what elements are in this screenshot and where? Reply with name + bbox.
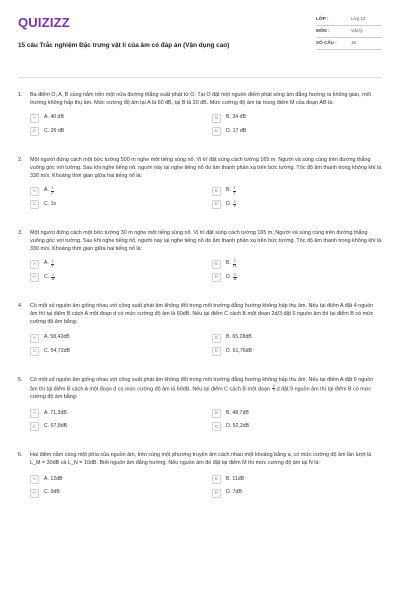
option-letter-box: D: [212, 347, 221, 356]
option-letter-box: A: [30, 260, 39, 269]
option-text: D. 61,76dB: [226, 347, 252, 354]
answer-options: [30, 186, 382, 211]
option-letter-box: A: [30, 475, 39, 484]
fraction-numerator: 1: [52, 272, 54, 277]
answer-option-d[interactable]: [212, 126, 382, 137]
option-letter-box: C: [30, 489, 39, 498]
option-letter-box: C: [30, 422, 39, 431]
option-text: B. 11dB: [226, 475, 245, 482]
answer-option-c[interactable]: [30, 126, 200, 137]
meta-row-count: [316, 38, 382, 50]
option-text: A. 12dB: [44, 475, 63, 482]
option-letter-box: B: [212, 409, 221, 418]
option-letter-box: A: [30, 334, 39, 343]
answer-option-d[interactable]: [212, 488, 382, 499]
answer-option-b[interactable]: [212, 186, 382, 197]
answer-option-a[interactable]: [30, 333, 200, 344]
option-text: D.: [226, 273, 232, 280]
answer-option-c[interactable]: [30, 421, 200, 432]
option-text: C. 26 dB: [44, 127, 65, 134]
answer-option-d[interactable]: [212, 199, 382, 210]
answer-option-b[interactable]: [212, 333, 382, 344]
answer-option-b[interactable]: [212, 259, 382, 270]
option-text: D. 17 dB: [226, 127, 247, 134]
option-fraction: [51, 274, 55, 282]
question-text-main: Có một số nguồn âm giống nhau với công suất phát âm không đổi trong môi trường đẳng hướng không hấp thụ âm. Nếu tại điểm A đặt 6 nguồn âm thì tại điểm B cách A một đoạn d có mức cường độ âm là 60dB. Nếu tại điểm C cách B một đoạn: [30, 377, 374, 393]
option-text: A. 58,42dB: [44, 334, 70, 341]
answer-options: [30, 474, 382, 499]
fraction-denominator: 4: [51, 263, 54, 268]
option-letter-box: C: [30, 127, 39, 136]
answer-option-d[interactable]: [212, 421, 382, 432]
answer-option-a[interactable]: [30, 259, 200, 270]
question-number: 2.: [18, 157, 23, 164]
question-6: [18, 452, 382, 498]
question-number: 6.: [18, 452, 23, 459]
option-letter-box: C: [30, 347, 39, 356]
question-number: 1.: [18, 92, 23, 98]
fraction-numerator: 2: [233, 199, 236, 204]
fraction-numerator: 1: [233, 186, 236, 191]
header: [18, 10, 382, 58]
question-text: [30, 377, 382, 402]
option-fraction: [51, 187, 54, 195]
question-text-main: Một người đứng cách một bức tường 500 m nghe một tiếng súng nổ. Vị trí đặt súng cách tường 165 m. Người và súng cùng trên đường thẳng vuông góc với tường. Sau khi nghe tiếng nổ, người này lại nghe tiếng nổ do âm thanh phản xạ trên bức tường. Tốc độ âm thanh trong không khí là 330 m/s. Khoảng thời gian giữa hai tiếng nổ là:: [30, 157, 382, 179]
option-fraction: [233, 274, 237, 282]
question-text: [30, 303, 382, 326]
option-text: D. 52,2dB: [226, 423, 250, 430]
option-fraction: [233, 260, 237, 268]
answer-option-a[interactable]: [30, 474, 200, 485]
option-letter-box: A: [30, 187, 39, 196]
question-number: 4.: [18, 303, 23, 310]
option-fraction: [233, 201, 236, 209]
answer-option-c[interactable]: [30, 272, 200, 283]
option-text: C.: [44, 273, 50, 280]
answer-option-a[interactable]: [30, 408, 200, 419]
option-letter-box: C: [30, 200, 39, 209]
fraction-numerator: 2: [234, 272, 236, 277]
answer-options: [30, 113, 382, 138]
question-text-main: Hai điểm nằm cùng một phía của nguồn âm, trên cùng một phương truyền âm cách nhau một khoảng bằng a, có mức cường độ âm lần lượt là L_M = 30dB và L_N = 10dB. Biết nguồn âm đẳng hướng. Nếu nguồn âm đó đặt tại điểm M thì mức cường độ âm tại N là:: [30, 452, 372, 467]
question-4: [18, 303, 382, 357]
meta-key: LỚP :: [316, 16, 329, 22]
fraction-denominator: 11: [233, 277, 237, 282]
answer-option-c[interactable]: [30, 199, 200, 210]
option-text: D. 7dB: [226, 489, 242, 496]
option-letter-box: D: [212, 273, 221, 282]
fraction-numerator: 1: [51, 259, 54, 264]
question-fraction: [272, 385, 275, 393]
option-fraction: [233, 187, 236, 195]
meta-box: [316, 14, 382, 50]
answer-option-c[interactable]: [30, 488, 200, 499]
question-number: 3.: [18, 230, 23, 237]
option-text: D.: [226, 200, 232, 207]
option-letter-box: D: [212, 489, 221, 498]
option-text: C. 1s: [44, 200, 57, 207]
meta-value: Lớp 12: [351, 16, 366, 22]
option-text: A.: [44, 187, 49, 194]
question-text-after: d đặt 9 nguồn âm thì tại điểm B có mức cường độ âm bằng:: [30, 386, 372, 401]
answer-option-b[interactable]: [212, 474, 382, 485]
option-fraction: [51, 260, 54, 268]
fraction-denominator: 11: [51, 277, 55, 282]
option-text: A.: [44, 260, 49, 267]
fraction-denominator: 11: [232, 263, 237, 268]
meta-row-subject: [316, 26, 382, 38]
option-letter-box: B: [212, 114, 221, 123]
option-letter-box: D: [212, 127, 221, 136]
answer-options: [30, 333, 382, 358]
question-3: [18, 230, 382, 283]
option-text: C. 9dB: [44, 489, 60, 496]
fraction-numerator: 2: [233, 259, 236, 264]
answer-option-a[interactable]: [30, 186, 200, 197]
fraction-numerator: 1: [51, 186, 54, 191]
option-text: C. 67,8dB: [44, 423, 68, 430]
fraction-denominator: 3: [233, 204, 236, 209]
answer-options: [30, 408, 382, 433]
question-1: [18, 92, 382, 137]
page-title: 15 câu Trắc nghiệm Đặc trưng vật lí của âm có đáp án (Vận dụng cao): [18, 42, 230, 49]
answer-option-b[interactable]: [212, 113, 382, 124]
answer-option-d[interactable]: [212, 346, 382, 357]
answer-option-a[interactable]: [30, 113, 200, 124]
question-text: [30, 452, 382, 468]
meta-key: MÔN :: [316, 28, 330, 34]
option-text: B.: [226, 187, 231, 194]
question-text-main: Một người đứng cách một bức tường 30 m nghe một tiếng súng nổ. Vị trí đặt súng cách tường 165 m. Người và súng cùng trên đường thẳng vuông góc với tường. Sau khi nghe tiếng nổ, người này lại nghe tiếng nổ do âm thanh phản xạ trên bức tường. Tốc độ âm thanh trong không khí là 330 m/s. Khoảng thời gian giữa hai tiếng nổ là:: [30, 230, 382, 252]
option-letter-box: B: [212, 475, 221, 484]
option-letter-box: B: [212, 260, 221, 269]
fraction-denominator: 2: [51, 190, 54, 195]
quizizz-logo: QUIZIZZ: [18, 15, 70, 30]
question-text-main: Ba điểm O, A, B cùng nằm trên một nửa đường thẳng xuất phát từ O. Tại O đặt một nguồn điểm phát sóng âm đẳng hướng ra không gian, môi trường không hấp thụ âm. Mức cường độ âm tại A là 60 dB, tại B là 20 dB. Mức cường độ âm tại trung điểm M của đoạn AB là:: [30, 92, 371, 106]
question-text: [30, 157, 382, 180]
meta-value: Vật lý: [351, 28, 363, 34]
option-letter-box: B: [212, 334, 221, 343]
answer-option-b[interactable]: [212, 408, 382, 419]
answer-option-d[interactable]: [212, 272, 382, 283]
meta-key: SỐ CÂU :: [316, 40, 337, 46]
option-letter-box: D: [212, 422, 221, 431]
option-text: B.: [226, 260, 231, 267]
question-text: [30, 92, 382, 108]
fraction-denominator: 3: [233, 190, 236, 195]
option-letter-box: A: [30, 114, 39, 123]
question-list: [18, 92, 382, 499]
question-5: [18, 377, 382, 432]
header-divider: [18, 77, 382, 78]
option-letter-box: B: [212, 187, 221, 196]
option-text: B. 65,28dB: [226, 334, 252, 341]
question-2: [18, 157, 382, 210]
option-text: C. 54,72dB: [44, 347, 70, 354]
question-text-main: Có một số nguồn âm giống nhau với công suất phát âm không đổi trong môi trường đẳng hướng không hấp thụ âm. Nếu tại điểm A đặt 4 nguồn âm thì tại điểm B cách A một đoạn d có mức cường độ âm là 60dB. Nếu tại điểm C cách B một đoạn 2d/3 đặt 6 nguồn âm thì tại điểm B có mức cường độ âm bằng:: [30, 303, 374, 325]
option-letter-box: A: [30, 409, 39, 418]
option-text: A. 40 dB: [44, 114, 64, 121]
meta-value: 15: [351, 40, 357, 46]
answer-options: [30, 259, 382, 284]
fraction-numerator: 2: [272, 383, 275, 388]
option-text: B. 34 dB: [226, 114, 246, 121]
answer-option-c[interactable]: [30, 346, 200, 357]
option-letter-box: C: [30, 273, 39, 282]
option-letter-box: D: [212, 200, 221, 209]
question-number: 5.: [18, 377, 23, 384]
option-text: B. 48,7dB: [226, 409, 249, 416]
option-text: A. 71,3dB: [44, 409, 67, 416]
meta-row-class: [316, 14, 382, 26]
question-text: [30, 230, 382, 253]
fraction-denominator: 3: [272, 388, 275, 393]
